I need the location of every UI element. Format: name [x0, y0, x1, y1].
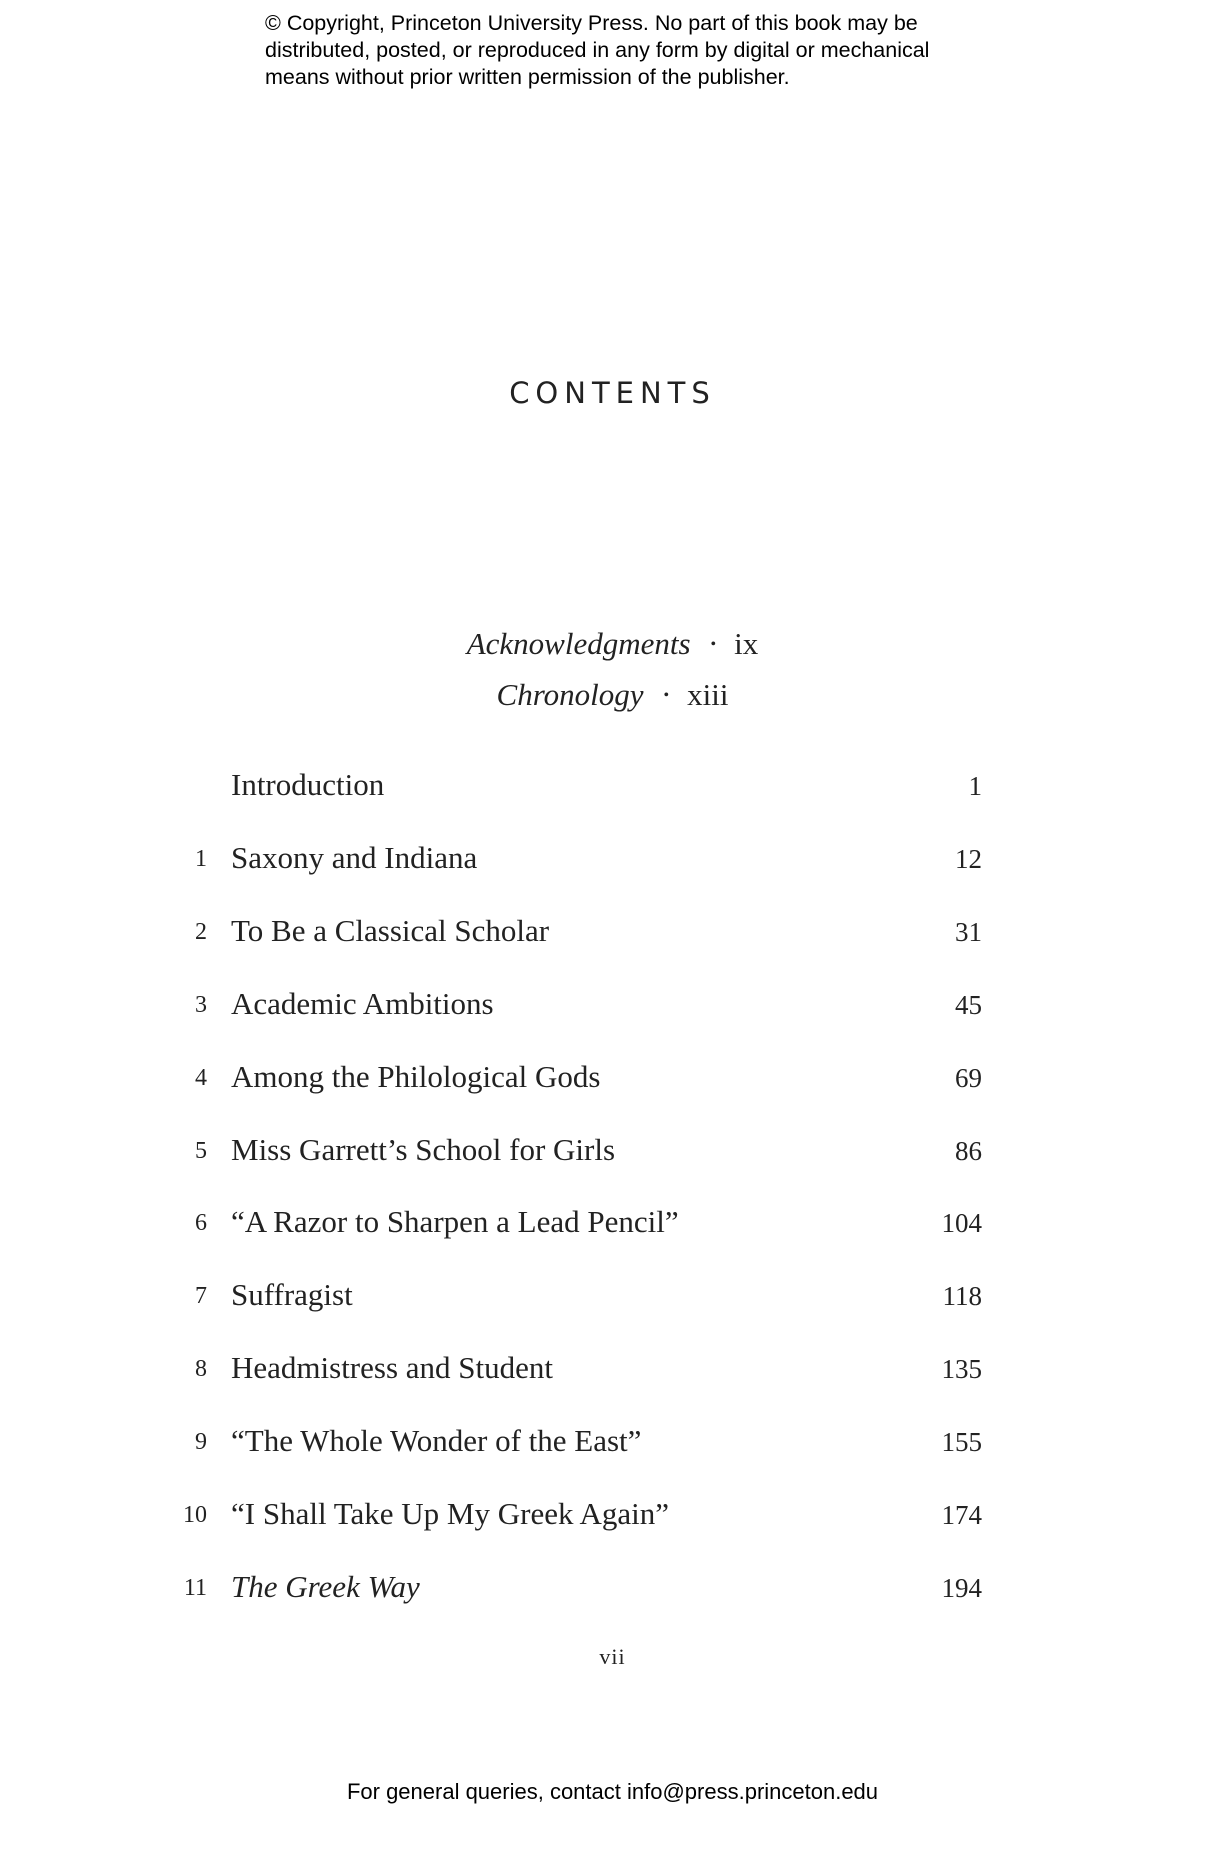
footer-contact: For general queries, contact info@press.princeton.edu: [346, 1779, 879, 1804]
toc-entry[interactable]: [0, 1569, 1225, 1609]
chapter-title: “A Razor to Sharpen a Lead Pencil”: [231, 1204, 679, 1239]
chapter-title: Academic Ambitions: [231, 986, 494, 1021]
chapter-title: “I Shall Take Up My Greek Again”: [231, 1496, 670, 1531]
chapter-page: 86: [955, 1136, 982, 1166]
chapter-number: 7: [195, 1283, 207, 1309]
front-matter-page: ix: [734, 626, 759, 661]
toc-entry[interactable]: [0, 986, 1225, 1026]
chapter-number: 4: [195, 1065, 207, 1091]
front-matter-label: Acknowledgments: [466, 626, 691, 661]
chapter-title: Miss Garrett’s School for Girls: [231, 1132, 616, 1167]
contents-heading: CONTENTS: [509, 376, 716, 410]
chapter-title: Introduction: [231, 767, 385, 802]
chapter-page: 1: [968, 771, 982, 801]
chapter-page: 104: [941, 1208, 982, 1238]
toc-entry[interactable]: [0, 1204, 1225, 1244]
copyright-line-1: © Copyright, Princeton University Press. No part of this book may be: [265, 11, 918, 35]
bullet-separator-icon: •: [663, 686, 670, 704]
toc-entry[interactable]: [0, 1423, 1225, 1463]
chapter-title: The Greek Way: [231, 1569, 420, 1604]
chapter-title: Suffragist: [231, 1277, 353, 1312]
chapter-title: Saxony and Indiana: [231, 840, 478, 875]
copyright-line-2: distributed, posted, or reproduced in any form by digital or mechanical: [265, 38, 930, 62]
toc-entry[interactable]: [0, 1350, 1225, 1390]
chapter-page: 45: [955, 990, 982, 1020]
chapter-title: To Be a Classical Scholar: [231, 913, 550, 948]
chapter-number: 2: [195, 919, 207, 945]
chapter-page: 194: [941, 1573, 982, 1603]
page-number: vii: [599, 1644, 626, 1669]
chapter-number: 3: [195, 992, 207, 1018]
chapter-number: 6: [195, 1210, 207, 1236]
chapter-number: 11: [183, 1575, 207, 1601]
chapter-page: 118: [942, 1281, 982, 1311]
chapter-title: Headmistress and Student: [231, 1350, 554, 1385]
toc-entry[interactable]: [0, 913, 1225, 953]
chapter-title: “The Whole Wonder of the East”: [231, 1423, 642, 1458]
chapter-number: 5: [195, 1138, 207, 1164]
toc-entry[interactable]: [0, 767, 1225, 807]
bullet-separator-icon: •: [710, 635, 717, 653]
chapter-page: 155: [941, 1427, 982, 1457]
chapter-page: 69: [955, 1063, 982, 1093]
chapter-number: 1: [195, 846, 207, 872]
chapter-page: 174: [941, 1500, 982, 1530]
chapter-number: 10: [183, 1502, 207, 1528]
copyright-line-3: means without prior written permission of the publisher.: [265, 65, 790, 89]
toc-entry[interactable]: [0, 1496, 1225, 1536]
toc-entry[interactable]: [0, 1059, 1225, 1099]
chapter-page: 12: [955, 844, 982, 874]
front-matter-label: Chronology: [496, 677, 644, 712]
chapter-number: 9: [195, 1429, 207, 1455]
chapter-page: 31: [955, 917, 982, 947]
toc-entry[interactable]: [0, 840, 1225, 880]
toc-entry[interactable]: [0, 1132, 1225, 1172]
chapter-title: Among the Philological Gods: [231, 1059, 601, 1094]
chapter-number: 8: [195, 1356, 207, 1382]
toc-entry[interactable]: [0, 1277, 1225, 1317]
front-matter-page: xiii: [687, 677, 729, 712]
chapter-page: 135: [941, 1354, 982, 1384]
